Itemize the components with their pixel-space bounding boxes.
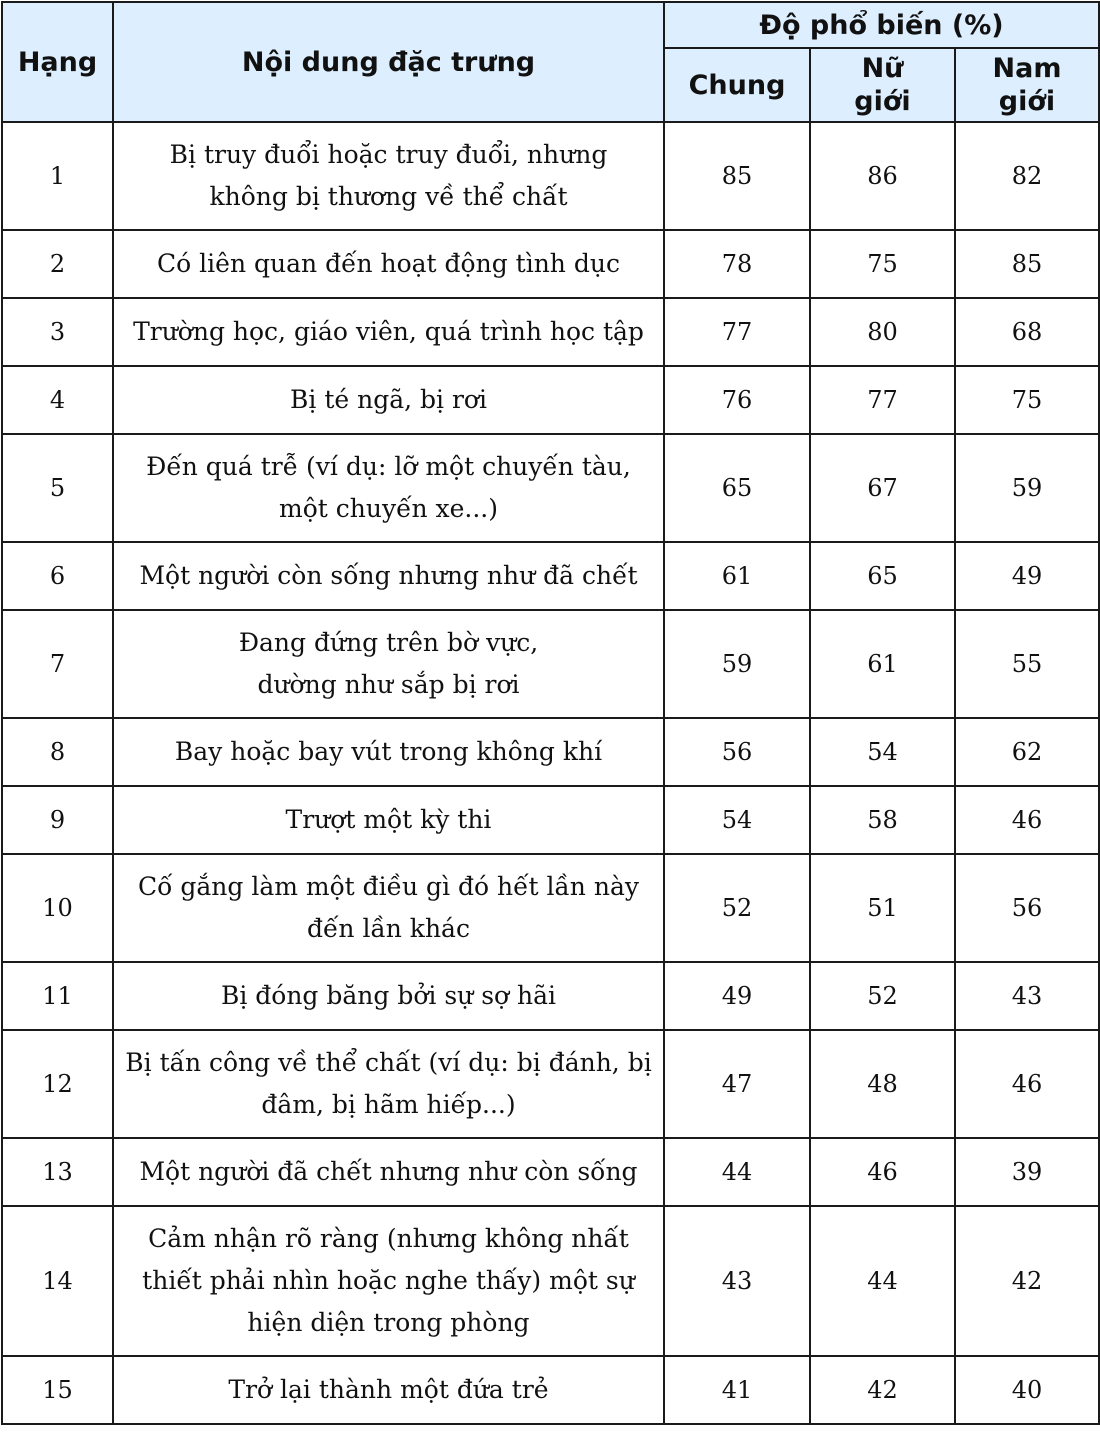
female-cell: 48 — [810, 1030, 955, 1138]
male-cell: 49 — [955, 542, 1099, 610]
content-line: Cố gắng làm một điều gì đó hết lần này — [138, 872, 639, 901]
content-line: Bị đóng băng bởi sự sợ hãi — [220, 981, 557, 1010]
rank-cell: 2 — [2, 230, 113, 298]
rank-cell: 4 — [2, 366, 113, 434]
rank-cell: 11 — [2, 962, 113, 1030]
general-cell: 59 — [664, 610, 810, 718]
male-cell: 68 — [955, 298, 1099, 366]
female-cell: 52 — [810, 962, 955, 1030]
content-cell — [113, 1206, 664, 1356]
male-cell: 46 — [955, 786, 1099, 854]
table-row — [2, 230, 1099, 298]
male-header-line-2: giới — [998, 86, 1056, 117]
rank-cell: 1 — [2, 122, 113, 230]
content-line: một chuyến xe...) — [279, 494, 498, 523]
rank-cell: 12 — [2, 1030, 113, 1138]
general-cell: 49 — [664, 962, 810, 1030]
female-cell: 58 — [810, 786, 955, 854]
general-cell: 77 — [664, 298, 810, 366]
male-header-line-1: Nam — [992, 53, 1062, 84]
rank-header: Hạng — [2, 2, 113, 122]
content-cell — [113, 854, 664, 962]
rank-cell: 3 — [2, 298, 113, 366]
content-line: Trượt một kỳ thi — [285, 805, 492, 834]
rank-cell: 8 — [2, 718, 113, 786]
content-line: Trường học, giáo viên, quá trình học tập — [133, 317, 644, 346]
male-cell: 42 — [955, 1206, 1099, 1356]
general-cell: 56 — [664, 718, 810, 786]
content-cell — [113, 230, 664, 298]
content-line: Đang đứng trên bờ vực, — [238, 628, 539, 657]
female-cell: 67 — [810, 434, 955, 542]
content-cell — [113, 962, 664, 1030]
male-cell: 43 — [955, 962, 1099, 1030]
table-row — [2, 962, 1099, 1030]
content-cell — [113, 366, 664, 434]
table-row — [2, 366, 1099, 434]
male-cell: 62 — [955, 718, 1099, 786]
rank-cell: 13 — [2, 1138, 113, 1206]
general-cell: 85 — [664, 122, 810, 230]
female-cell: 65 — [810, 542, 955, 610]
table-row — [2, 610, 1099, 718]
female-cell: 51 — [810, 854, 955, 962]
female-cell: 54 — [810, 718, 955, 786]
female-cell: 75 — [810, 230, 955, 298]
content-line: Cảm nhận rõ ràng (nhưng không nhất — [148, 1224, 629, 1253]
content-line: Có liên quan đến hoạt động tình dục — [157, 249, 620, 278]
female-header-line-1: Nữ — [861, 53, 904, 84]
table-row — [2, 718, 1099, 786]
content-header: Nội dung đặc trưng — [113, 2, 664, 122]
general-cell: 54 — [664, 786, 810, 854]
content-line: không bị thương về thể chất — [209, 182, 568, 211]
content-line: Một người đã chết nhưng như còn sống — [139, 1157, 638, 1186]
content-cell — [113, 718, 664, 786]
male-cell: 75 — [955, 366, 1099, 434]
table-row — [2, 434, 1099, 542]
table-row — [2, 1030, 1099, 1138]
content-line: dường như sắp bị rơi — [257, 670, 520, 699]
rank-cell: 10 — [2, 854, 113, 962]
general-cell: 52 — [664, 854, 810, 962]
table-row — [2, 786, 1099, 854]
general-cell: 44 — [664, 1138, 810, 1206]
content-cell — [113, 1356, 664, 1424]
content-line: Bị truy đuổi hoặc truy đuổi, nhưng — [169, 140, 608, 169]
table-row — [2, 1206, 1099, 1356]
rank-cell: 5 — [2, 434, 113, 542]
general-header: Chung — [664, 48, 810, 122]
content-line: đến lần khác — [307, 914, 470, 943]
general-cell: 41 — [664, 1356, 810, 1424]
content-cell — [113, 610, 664, 718]
content-line: Đến quá trễ (ví dụ: lỡ một chuyến tàu, — [146, 452, 631, 481]
female-header-line-2: giới — [854, 86, 911, 117]
content-cell — [113, 542, 664, 610]
male-cell: 40 — [955, 1356, 1099, 1424]
content-line: đâm, bị hãm hiếp...) — [261, 1090, 516, 1119]
header-row-top — [2, 2, 1099, 48]
dream-prevalence-table — [1, 1, 1100, 1425]
table-row — [2, 1356, 1099, 1424]
table-row — [2, 298, 1099, 366]
general-cell: 47 — [664, 1030, 810, 1138]
male-cell: 39 — [955, 1138, 1099, 1206]
female-cell: 80 — [810, 298, 955, 366]
content-cell — [113, 1030, 664, 1138]
table-row — [2, 854, 1099, 962]
female-cell: 46 — [810, 1138, 955, 1206]
content-line: Bay hoặc bay vút trong không khí — [174, 737, 603, 766]
content-line: Bị té ngã, bị rơi — [290, 385, 487, 414]
table-row — [2, 1138, 1099, 1206]
general-cell: 76 — [664, 366, 810, 434]
table-body — [2, 122, 1099, 1424]
female-cell: 61 — [810, 610, 955, 718]
male-cell: 56 — [955, 854, 1099, 962]
content-line: hiện diện trong phòng — [247, 1308, 530, 1337]
rank-cell: 9 — [2, 786, 113, 854]
content-cell — [113, 786, 664, 854]
female-header — [810, 48, 955, 122]
female-cell: 42 — [810, 1356, 955, 1424]
general-cell: 65 — [664, 434, 810, 542]
male-cell: 85 — [955, 230, 1099, 298]
general-cell: 78 — [664, 230, 810, 298]
male-header — [955, 48, 1099, 122]
prevalence-group-header: Độ phổ biến (%) — [664, 2, 1099, 48]
table-header — [2, 2, 1099, 122]
rank-cell: 14 — [2, 1206, 113, 1356]
general-cell: 43 — [664, 1206, 810, 1356]
female-cell: 86 — [810, 122, 955, 230]
rank-cell: 7 — [2, 610, 113, 718]
female-cell: 44 — [810, 1206, 955, 1356]
male-cell: 46 — [955, 1030, 1099, 1138]
content-line: Trở lại thành một đứa trẻ — [228, 1375, 549, 1404]
content-line: Một người còn sống nhưng như đã chết — [139, 561, 638, 590]
rank-cell: 15 — [2, 1356, 113, 1424]
table-row — [2, 122, 1099, 230]
content-line: Bị tấn công về thể chất (ví dụ: bị đánh, bị — [125, 1048, 652, 1077]
rank-cell: 6 — [2, 542, 113, 610]
content-cell — [113, 298, 664, 366]
general-cell: 61 — [664, 542, 810, 610]
male-cell: 82 — [955, 122, 1099, 230]
content-cell — [113, 434, 664, 542]
female-cell: 77 — [810, 366, 955, 434]
male-cell: 59 — [955, 434, 1099, 542]
content-cell — [113, 1138, 664, 1206]
male-cell: 55 — [955, 610, 1099, 718]
content-cell — [113, 122, 664, 230]
table-row — [2, 542, 1099, 610]
content-line: thiết phải nhìn hoặc nghe thấy) một sự — [142, 1266, 635, 1295]
